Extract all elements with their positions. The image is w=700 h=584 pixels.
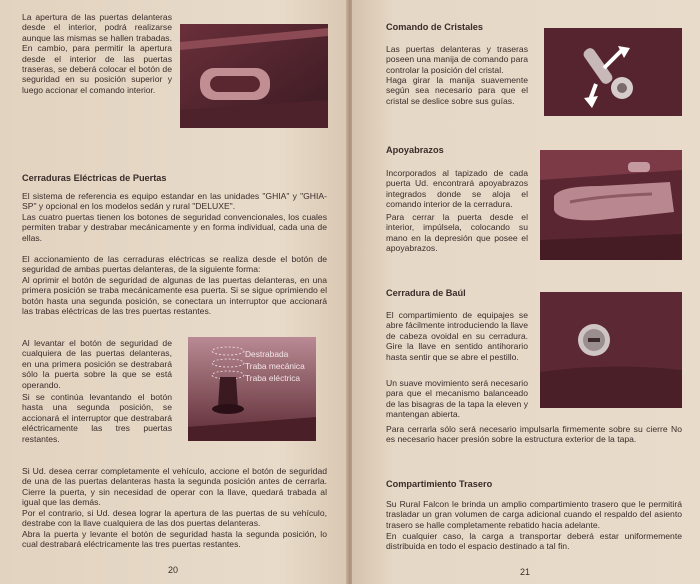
door-handle-photo bbox=[180, 24, 328, 128]
armrest-photo bbox=[540, 150, 682, 260]
buttons-paragraph: Las cuatro puertas tienen los botones de seguridad convencionales, los cuales permiten trabar y destrabar mecánicamente y en forma individual, cada una de ellas. bbox=[22, 212, 327, 243]
activation-paragraph: El accionamiento de las cerraduras eléctricas se realiza desde el botón de seguridad de ambas puertas delanteras, de la siguiente forma: bbox=[22, 254, 327, 275]
trunk-lock-photo bbox=[540, 292, 682, 408]
page-number-left: 20 bbox=[168, 565, 179, 575]
raise-button-paragraph: Abra la puerta y levante el botón de seguridad hasta la segunda posición, lo cual destrabará eléctricamente las tres puertas restantes. bbox=[22, 529, 327, 550]
lock-button-diagram bbox=[188, 337, 316, 441]
armrest-heading: Apoyabrazos bbox=[386, 145, 444, 155]
armrest-paragraph-2: Para cerrar la puerta desde el interior, impúlsela, colocando su mano en la depresión que posee el apoyabrazos. bbox=[386, 212, 528, 254]
diagram-label-unlocked: Destrabada bbox=[245, 349, 289, 359]
armrest-paragraph-1: Incorporados al tapizado de cada puerta Ud. encontrará apoyabrazos integrados donde se aloja el comando interior de la cerradura. bbox=[386, 168, 528, 210]
rear-compartment-heading: Compartimiento Trasero bbox=[386, 479, 493, 489]
press-button-paragraph: Al oprimir el botón de seguridad de algunas de las puertas delanteras, en una primera posición se traba mecánicamente esa puerta. Si se sigue oprimiendo el botón hasta una segunda posición, se conectara un interruptor que accionará las trabas eléctricas de las tres puertas restantes. bbox=[22, 275, 327, 317]
close-vehicle-paragraph: Si Ud. desea cerrar completamente el vehículo, accione el botón de seguridad de una de las puertas delanteras hasta la segunda posición antes de cerrarla. Cierre la puerta, y sin necesidad de operar con la llave, quedará trabada al igual que las demás. bbox=[22, 466, 327, 508]
trunk-lock-heading: Cerradura de Baúl bbox=[386, 288, 466, 298]
electric-locks-heading: Cerraduras Eléctricas de Puertas bbox=[22, 173, 167, 183]
window-control-paragraph-2: Haga girar la manija suavemente según sea necesario para que el cristal se deslice sobre sus guías. bbox=[386, 75, 528, 106]
page-number-right: 21 bbox=[520, 567, 531, 577]
rear-compartment-paragraph-2: En cualquier caso, la carga a transportar deberá estar uniformemente distribuida en todo el espacio destinado a tal fin. bbox=[386, 531, 682, 552]
diagram-label-electric: Traba eléctrica bbox=[245, 373, 301, 383]
left-page bbox=[0, 0, 348, 584]
trunk-lock-paragraph-2: Un suave movimiento será necesario para que el mecanismo balanceado de las bisagras de la tapa la eleven y mantengan abierta. bbox=[386, 378, 528, 420]
window-control-paragraph-1: Las puertas delanteras y traseras poseen una manija de comando para controlar la posición del cristal. bbox=[386, 44, 528, 75]
lift-button-paragraph: Al levantar el botón de seguridad de cualquiera de las puertas delanteras, en una primera posición se destrabará sólo la puerta sobre la que se está operando. bbox=[22, 338, 172, 390]
trunk-lock-paragraph-1: El compartimiento de equipajes se abre fácilmente introduciendo la llave de cabeza ovoidal en su cerradura. Gire la llave en sentido antihorario hasta sentir que se abre el pestillo. bbox=[386, 310, 528, 362]
system-paragraph: El sistema de referencia es equipo estandar en las unidades "GHIA" y "GHIA-SP" y opcional en los modelos sedán y rural "DELUXE". bbox=[22, 191, 327, 212]
right-page bbox=[352, 0, 700, 584]
open-vehicle-paragraph: Por el contrario, si Ud. desea lograr la apertura de las puertas de su vehículo, destrabe con la llave cualquiera de las dos puertas delanteras. bbox=[22, 508, 327, 529]
window-control-heading: Comando de Cristales bbox=[386, 22, 484, 32]
continue-lift-paragraph: Si se continúa levantando el botón hasta una segunda posición, se accionará el interruptor que destrabará eléctricamente las tres puertas restantes. bbox=[22, 392, 172, 444]
rear-compartment-paragraph-1: Su Rural Falcon le brinda un amplio compartimiento trasero que le permitirá trasladar un gran volumen de carga adicional cuando el respaldo del asiento trasero se halle completamente rebatido hacia adelante. bbox=[386, 499, 682, 530]
diagram-label-mechanical: Traba mecánica bbox=[245, 361, 305, 371]
trunk-lock-paragraph-3: Para cerrarla sólo será necesario impulsarla firmemente sobre su cierre No es necesario hacer presión sobre la estructura exterior de la tapa. bbox=[386, 424, 682, 445]
window-crank-photo bbox=[544, 28, 682, 116]
door-opening-paragraph: La apertura de las puertas delanteras desde el interior, podrá realizarse aunque las mismas se hallen trabadas. En cambio, para permitir la apertura desde el interior de las puertas traseras, se deberá colocar el botón de seguridad en su posición superior y luego accionar el comando interior. bbox=[22, 12, 172, 95]
